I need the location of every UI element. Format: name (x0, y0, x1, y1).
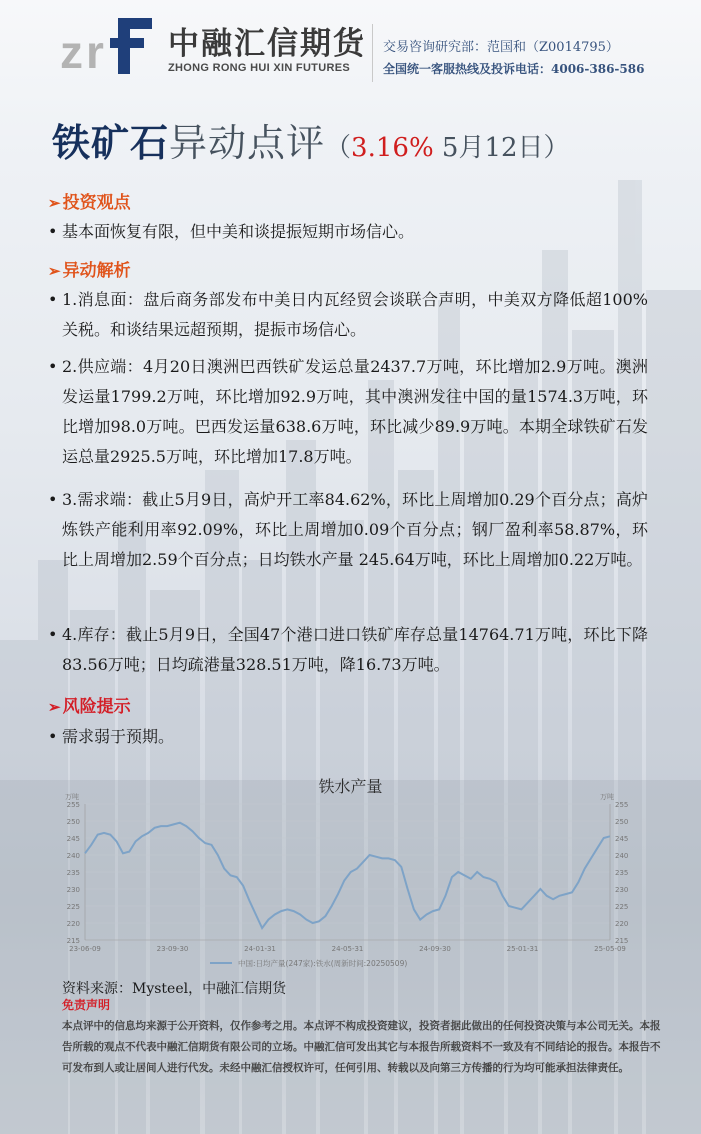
list-item: • 4.库存：截止5月9日，全国47个港口进口铁矿库存总量14764.71万吨，环比下降83.56万吨；日均疏港量328.51万吨，降16.73万吨。 (48, 625, 648, 674)
x-tick-label: 25-05-09 (594, 945, 626, 953)
y-tick-label-left: 255 (66, 801, 80, 809)
section-heading-risk: ➢ 风险提示 (48, 697, 131, 717)
x-tick-label: 23-09-30 (156, 945, 189, 953)
title-paren: （ (325, 133, 352, 163)
legend-label: 中国:日均产量(247家):铁水(周新时间:20250509) (238, 959, 408, 968)
list-item: • 2.供应端：4月20日澳洲巴西铁矿发运总量2437.7万吨，环比增加2.9万吨。澳洲发运量1799.2万吨，环比增加92.9万吨，其中澳洲发往中国的量1574.3万吨，环比增加98.0万吨。巴西发运量638.6万吨，环比减少89.9万吨。本期全球铁矿石发运总量2925.5万吨，环比增加17.8万吨。 (48, 357, 648, 466)
y-tick-label-right: 225 (615, 903, 629, 911)
y-tick-label-right: 250 (615, 818, 629, 826)
contact-analyst: 交易咨询研究部：范国和（Z0014795） (383, 40, 619, 55)
y-tick-label-left: 220 (66, 920, 80, 928)
y-tick-label-left: 240 (66, 852, 80, 860)
section-heading-analysis: ➢ 异动解析 (48, 261, 131, 281)
y-tick-label-right: 240 (615, 852, 629, 860)
y-tick-label-right: 230 (615, 886, 629, 894)
x-tick-label: 25-01-31 (506, 945, 539, 953)
disclaimer-text: 本点评中的信息均来源于公开资料，仅作参考之用。本点评不构成投资建议，投资者据此做出的任何投资决策与本公司无关。本报告所载的观点不代表中融汇信期货有限公司的立场。中融汇信可发出其它与本报告所载资料不一致及有不同结论的报告。本报告不可发布到人或让居间人进行代发。未经中融汇信授权许可，任何引用、转载以及向第三方传播的行为均可能承担法律责任。 (62, 1020, 661, 1074)
y-tick-label-right: 220 (615, 920, 629, 928)
unit-left-label: 万吨 (65, 793, 79, 801)
disclaimer-title: 免责声明 (62, 998, 111, 1012)
title-commodity: 铁矿石 (52, 120, 170, 165)
list-item: • 需求弱于预期。 (48, 727, 175, 746)
x-tick-label: 23-06-09 (69, 945, 101, 953)
company-name-cn: 中融汇信期货 (168, 26, 366, 62)
y-tick-label-left: 225 (66, 903, 80, 911)
contact-hotline: 全国统一客服热线及投诉电话：4006-386-586 (383, 62, 645, 76)
title-change: 3.16% (351, 133, 434, 163)
y-tick-label-right: 235 (615, 869, 629, 877)
y-tick-label-right: 255 (615, 801, 629, 809)
series-line (85, 823, 610, 928)
arrow-icon: ➢ (48, 262, 61, 280)
title-type: 异动点评 (169, 121, 326, 165)
arrow-icon: ➢ (48, 194, 61, 212)
svg-text:z: z (60, 26, 83, 78)
chart-title: 铁水产量 (318, 777, 383, 796)
x-tick-label: 24-05-31 (331, 945, 364, 953)
y-tick-label-left: 250 (66, 818, 80, 826)
hot-metal-output-chart (60, 790, 645, 975)
report-title (52, 112, 570, 167)
y-tick-label-right: 215 (615, 937, 629, 945)
header-divider (372, 24, 373, 82)
list-item: • 基本面恢复有限，但中美和谈提振短期市场信心。 (48, 222, 415, 241)
y-tick-label-right: 245 (615, 835, 629, 843)
x-tick-label: 24-09-30 (419, 945, 451, 953)
title-date: 5月12日） (433, 133, 570, 163)
unit-right-label: 万吨 (600, 793, 614, 801)
arrow-icon: ➢ (48, 698, 61, 716)
company-name-en: ZHONG RONG HUI XIN FUTURES (168, 62, 350, 74)
svg-text:r: r (86, 26, 104, 78)
zrf-logo-icon (58, 12, 163, 78)
x-tick-label: 24-01-31 (244, 945, 276, 953)
section-heading-view: ➢ 投资观点 (48, 193, 131, 213)
data-source: 资料来源：Mysteel，中融汇信期货 (62, 981, 287, 997)
list-item: • 3.需求端：截止5月9日，高炉开工率84.62%，环比上周增加0.29个百分点；高炉炼铁产能利用率92.09%，环比上周增加0.09个百分点；钢厂盈利率58.87%，环比上周增加2.59个百分点；日均铁水产量 245.64万吨，环比上周增加0.22万吨。 (48, 490, 648, 569)
y-tick-label-left: 245 (66, 835, 80, 843)
y-tick-label-left: 215 (66, 937, 80, 945)
y-tick-label-left: 230 (66, 886, 80, 894)
y-tick-label-left: 235 (66, 869, 80, 877)
list-item: • 1.消息面：盘后商务部发布中美日内瓦经贸会谈联合声明，中美双方降低超100%关税。和谈结果远超预期，提振市场信心。 (48, 290, 648, 339)
